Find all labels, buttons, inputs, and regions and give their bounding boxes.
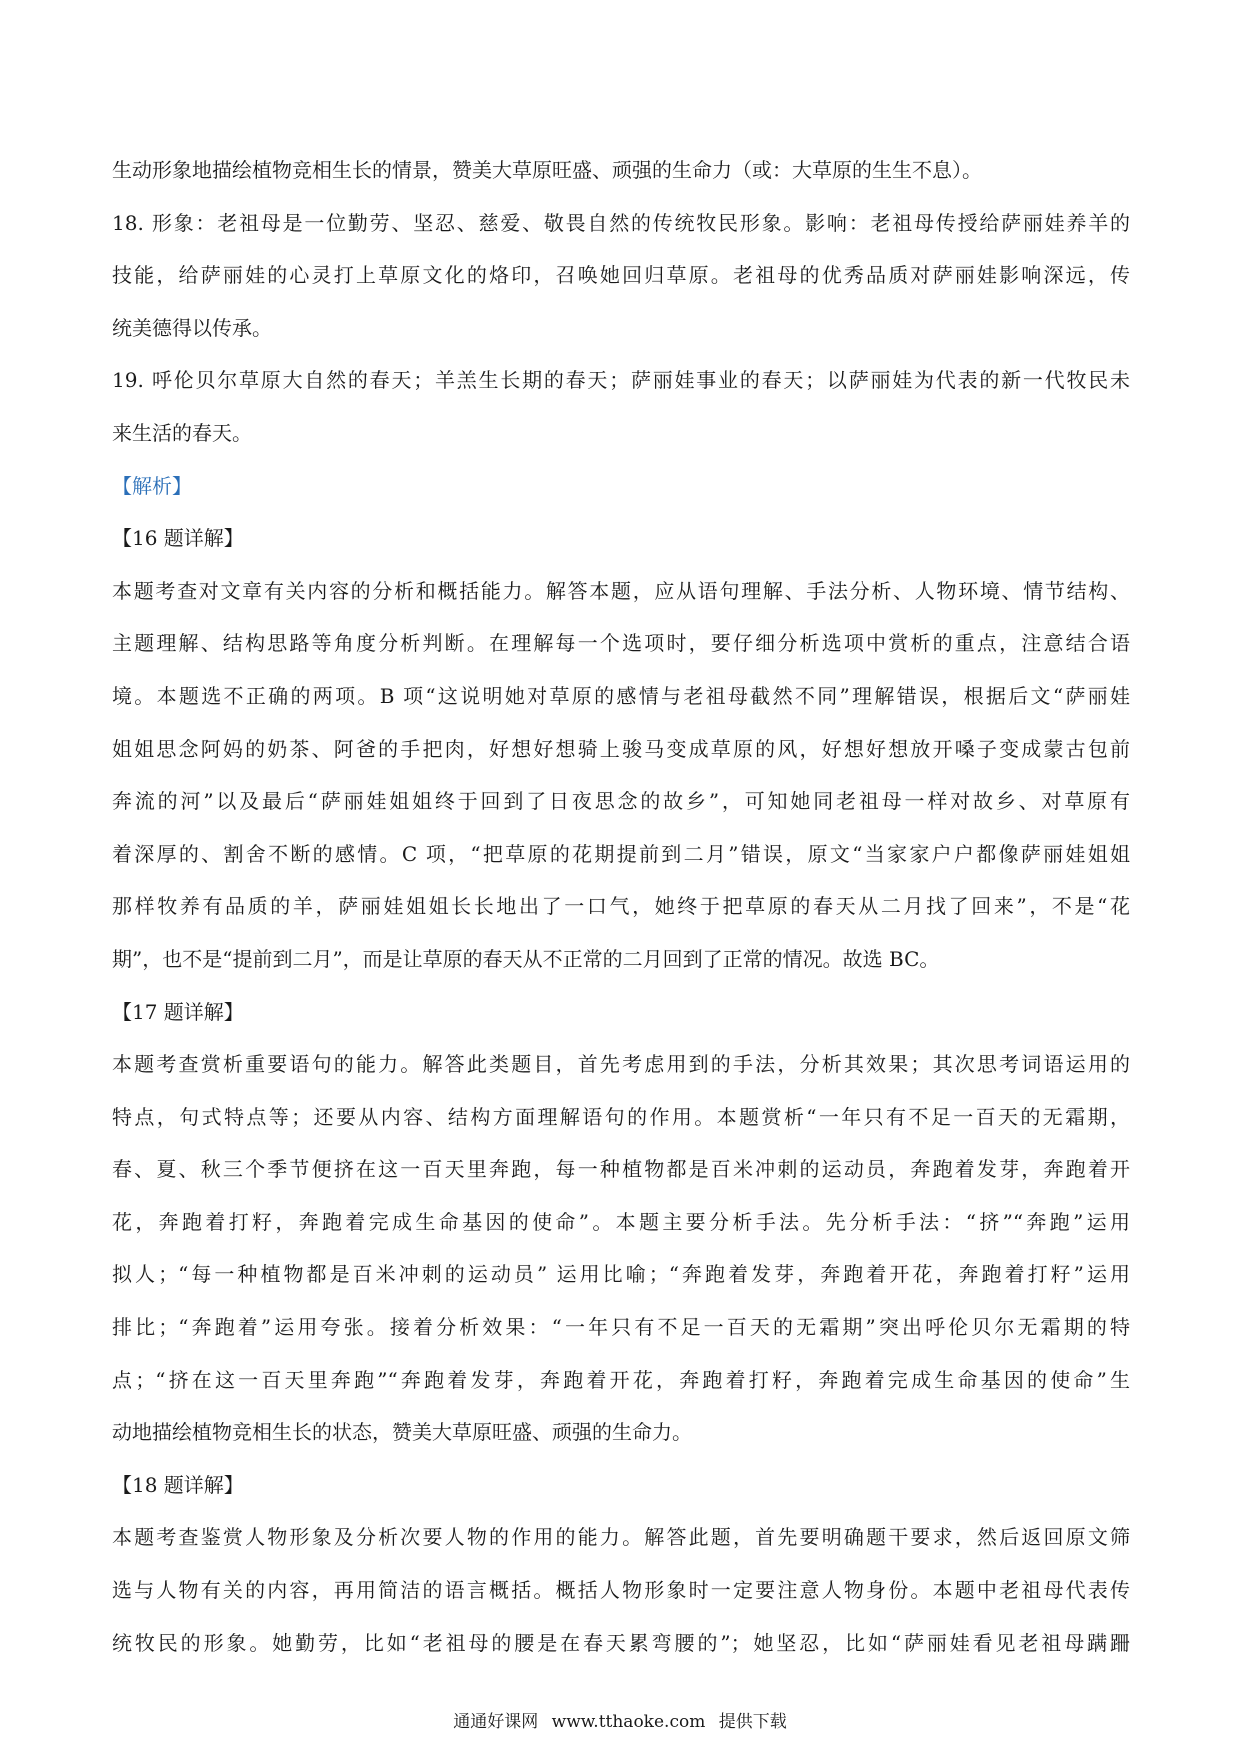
footer-site-name: 通通好课网 <box>453 1712 539 1732</box>
text-line: 姐姐思念阿妈的奶茶、阿爸的手把肉，好想好想骑上骏马变成草原的风，好想好想放开嗓子变成蒙古包前 <box>112 736 1130 761</box>
text-line: 本题考查鉴赏人物形象及分析次要人物的作用的能力。解答此题，首先要明确题干要求，然后返回原文筛 <box>112 1525 1130 1550</box>
page-footer <box>0 1707 1240 1732</box>
text-line: 期”，也不是“提前到二月”，而是让草原的春天从不正常的二月回到了正常的情况。故选 BC。 <box>112 946 940 971</box>
text-line: 本题考查赏析重要语句的能力。解答此类题目，首先考虑用到的手法，分析其效果；其次思考词语运用的 <box>112 1052 1130 1077</box>
text-line: 动地描绘植物竞相生长的状态，赞美大草原旺盛、顽强的生命力。 <box>112 1420 692 1445</box>
text-line: 春、夏、秋三个季节便挤在这一百天里奔跑，每一种植物都是百米冲刺的运动员，奔跑着发芽，奔跑着开 <box>112 1157 1130 1182</box>
analysis-heading: 【解析】 <box>112 473 192 498</box>
question-18-heading: 【18 题详解】 <box>112 1472 244 1497</box>
text-line: 本题考查对文章有关内容的分析和概括能力。解答本题，应从语句理解、手法分析、人物环境、情节结构、 <box>112 578 1130 603</box>
text-line: 19. 呼伦贝尔草原大自然的春天；羊羔生长期的春天；萨丽娃事业的春天；以萨丽娃为代表的新一代牧民未 <box>112 368 1130 393</box>
question-17-heading: 【17 题详解】 <box>112 999 244 1024</box>
text-line: 生动形象地描绘植物竞相生长的情景，赞美大草原旺盛、顽强的生命力（或：大草原的生生不息）。 <box>112 158 982 182</box>
text-line: 18. 形象：老祖母是一位勤劳、坚忍、慈爱、敬畏自然的传统牧民形象。影响：老祖母传授给萨丽娃养羊的 <box>112 210 1130 235</box>
text-line: 那样牧养有品质的羊，萨丽娃姐姐长长地出了一口气，她终于把草原的春天从二月找了回来”，不是“花 <box>112 894 1130 919</box>
answer-text-body <box>112 158 1130 1683</box>
text-line: 特点，句式特点等；还要从内容、结构方面理解语句的作用。本题赏析“一年只有不足一百天的无霜期， <box>112 1104 1130 1129</box>
text-line: 拟人；“每一种植物都是百米冲刺的运动员” 运用比喻；“奔跑着发芽，奔跑着开花，奔跑着打籽”运用 <box>112 1262 1130 1287</box>
text-line: 点；“挤在这一百天里奔跑”“奔跑着发芽，奔跑着开花，奔跑着打籽，奔跑着完成生命基因的使命”生 <box>112 1367 1130 1392</box>
text-line: 奔流的河”以及最后“萨丽娃姐姐终于回到了日夜思念的故乡”，可知她同老祖母一样对故乡、对草原有 <box>112 789 1130 814</box>
text-line: 统牧民的形象。她勤劳，比如“老祖母的腰是在春天累弯腰的”；她坚忍，比如“萨丽娃看见老祖母蹒跚 <box>112 1630 1130 1655</box>
footer-note: 提供下载 <box>718 1712 787 1732</box>
text-line: 排比；“奔跑着”运用夸张。接着分析效果：“一年只有不足一百天的无霜期”突出呼伦贝尔无霜期的特 <box>112 1315 1130 1340</box>
text-line: 统美德得以传承。 <box>112 315 272 340</box>
text-line: 选与人物有关的内容，再用简洁的语言概括。概括人物形象时一定要注意人物身份。本题中老祖母代表传 <box>112 1578 1130 1603</box>
footer-url-link[interactable]: www.tthaoke.com <box>551 1712 706 1732</box>
text-line: 境。本题选不正确的两项。B 项“这说明她对草原的感情与老祖母截然不同”理解错误，根据后文“萨丽娃 <box>112 683 1130 708</box>
question-16-heading: 【16 题详解】 <box>112 526 244 551</box>
text-line: 主题理解、结构思路等角度分析判断。在理解每一个选项时，要仔细分析选项中赏析的重点，注意结合语 <box>112 631 1130 656</box>
text-line: 着深厚的、割舍不断的感情。C 项，“把草原的花期提前到二月”错误，原文“当家家户户都像萨丽娃姐姐 <box>112 841 1130 866</box>
text-line: 来生活的春天。 <box>112 420 252 445</box>
text-line: 技能，给萨丽娃的心灵打上草原文化的烙印，召唤她回归草原。老祖母的优秀品质对萨丽娃影响深远，传 <box>112 263 1130 288</box>
text-line: 花，奔跑着打籽，奔跑着完成生命基因的使命”。本题主要分析手法。先分析手法：“挤”“奔跑”运用 <box>112 1209 1130 1234</box>
